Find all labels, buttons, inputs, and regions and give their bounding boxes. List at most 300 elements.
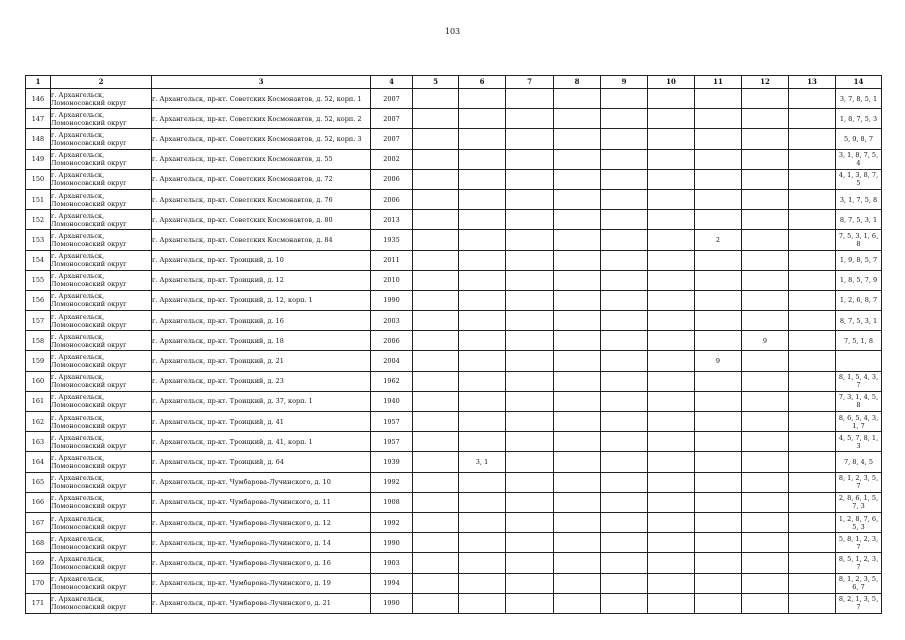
col-13-cell (789, 230, 836, 250)
col-14-cell: 8, 2, 1, 3, 5, 7 (836, 593, 882, 613)
year-cell: 1908 (371, 492, 413, 512)
col-14-cell: 8, 7, 5, 3, 1 (836, 311, 882, 331)
district-cell: г. Архангельск, Ломоносовский округ (51, 512, 152, 532)
col-14-cell: 8, 6, 5, 4, 3, 1, 7 (836, 412, 882, 432)
address-cell: г. Архангельск, пр-кт. Чумбарова-Лучинского, д. 19 (152, 573, 371, 593)
col-13-cell (789, 472, 836, 492)
col-8-cell (554, 553, 601, 573)
col-5-cell (413, 331, 459, 351)
row-number-cell: 155 (26, 270, 51, 290)
district-cell: г. Архангельск, Ломоносовский округ (51, 432, 152, 452)
col-7-cell (506, 412, 554, 432)
year-cell: 1990 (371, 593, 413, 613)
col-14-cell: 3, 1, 8, 7, 5, 4 (836, 149, 882, 169)
row-number-cell: 159 (26, 351, 51, 371)
col-12-cell (742, 512, 789, 532)
year-cell: 1957 (371, 412, 413, 432)
row-number-cell: 151 (26, 189, 51, 209)
col-7-cell (506, 573, 554, 593)
col-10-cell (648, 573, 695, 593)
col-10-cell (648, 432, 695, 452)
district-cell: г. Архангельск, Ломоносовский округ (51, 573, 152, 593)
column-header: 4 (371, 76, 413, 89)
col-7-cell (506, 210, 554, 230)
col-13-cell (789, 89, 836, 109)
col-10-cell (648, 472, 695, 492)
col-8-cell (554, 452, 601, 472)
col-7-cell (506, 270, 554, 290)
col-9-cell (601, 593, 648, 613)
col-10-cell (648, 169, 695, 189)
col-7-cell (506, 472, 554, 492)
col-8-cell (554, 189, 601, 209)
address-cell: г. Архангельск, пр-кт. Советских Космонавтов, д. 52, корп. 2 (152, 109, 371, 129)
col-5-cell (413, 109, 459, 129)
col-7-cell (506, 593, 554, 613)
year-cell: 2006 (371, 189, 413, 209)
table-row (26, 149, 882, 169)
column-header: 5 (413, 76, 459, 89)
col-11-cell (695, 89, 742, 109)
col-9-cell (601, 371, 648, 391)
col-6-cell (459, 391, 506, 411)
column-header: 2 (51, 76, 152, 89)
col-12-cell (742, 311, 789, 331)
address-cell: г. Архангельск, пр-кт. Троицкий, д. 10 (152, 250, 371, 270)
col-14-cell: 4, 1, 3, 8, 7, 5 (836, 169, 882, 189)
col-14-cell: 7, 8, 4, 5 (836, 452, 882, 472)
table-row (26, 331, 882, 351)
address-cell: г. Архангельск, пр-кт. Троицкий, д. 41 (152, 412, 371, 432)
column-header: 13 (789, 76, 836, 89)
col-9-cell (601, 492, 648, 512)
col-12-cell (742, 250, 789, 270)
address-cell: г. Архангельск, пр-кт. Чумбарова-Лучинского, д. 21 (152, 593, 371, 613)
col-9-cell (601, 169, 648, 189)
district-cell: г. Архангельск, Ломоносовский округ (51, 189, 152, 209)
col-7-cell (506, 371, 554, 391)
table-row (26, 452, 882, 472)
year-cell: 2007 (371, 129, 413, 149)
address-cell: г. Архангельск, пр-кт. Советских Космонавтов, д. 72 (152, 169, 371, 189)
col-9-cell (601, 250, 648, 270)
address-cell: г. Архангельск, пр-кт. Советских Космонавтов, д. 52, корп. 1 (152, 89, 371, 109)
row-number-cell: 167 (26, 512, 51, 532)
col-12-cell (742, 533, 789, 553)
col-8-cell (554, 270, 601, 290)
year-cell: 1992 (371, 472, 413, 492)
col-9-cell (601, 553, 648, 573)
col-6-cell (459, 573, 506, 593)
address-cell: г. Архангельск, пр-кт. Советских Космонавтов, д. 80 (152, 210, 371, 230)
col-5-cell (413, 189, 459, 209)
col-10-cell (648, 230, 695, 250)
col-8-cell (554, 573, 601, 593)
col-6-cell (459, 250, 506, 270)
col-6-cell (459, 533, 506, 553)
district-cell: г. Архангельск, Ломоносовский округ (51, 452, 152, 472)
row-number-cell: 152 (26, 210, 51, 230)
col-12-cell (742, 290, 789, 310)
row-number-cell: 161 (26, 391, 51, 411)
col-10-cell (648, 452, 695, 472)
district-cell: г. Архангельск, Ломоносовский округ (51, 553, 152, 573)
row-number-cell: 166 (26, 492, 51, 512)
col-9-cell (601, 270, 648, 290)
col-13-cell (789, 412, 836, 432)
address-cell: г. Архангельск, пр-кт. Чумбарова-Лучинского, д. 12 (152, 512, 371, 532)
year-cell: 2003 (371, 311, 413, 331)
year-cell: 2006 (371, 331, 413, 351)
col-8-cell (554, 412, 601, 432)
table-row (26, 412, 882, 432)
col-8-cell (554, 210, 601, 230)
column-header: 10 (648, 76, 695, 89)
year-cell: 2010 (371, 270, 413, 290)
col-6-cell (459, 472, 506, 492)
column-header: 9 (601, 76, 648, 89)
row-number-cell: 146 (26, 89, 51, 109)
table-row (26, 210, 882, 230)
col-7-cell (506, 331, 554, 351)
col-8-cell (554, 331, 601, 351)
row-number-cell: 149 (26, 149, 51, 169)
col-5-cell (413, 472, 459, 492)
col-10-cell (648, 189, 695, 209)
col-13-cell (789, 169, 836, 189)
col-12-cell (742, 593, 789, 613)
col-12-cell (742, 351, 789, 371)
col-13-cell (789, 432, 836, 452)
col-9-cell (601, 391, 648, 411)
col-6-cell (459, 412, 506, 432)
col-14-cell: 4, 5, 7, 8, 1, 3 (836, 432, 882, 452)
col-9-cell (601, 351, 648, 371)
col-10-cell (648, 391, 695, 411)
table-row (26, 290, 882, 310)
col-8-cell (554, 129, 601, 149)
table-row (26, 169, 882, 189)
district-cell: г. Архангельск, Ломоносовский округ (51, 472, 152, 492)
col-6-cell (459, 230, 506, 250)
year-cell: 1990 (371, 533, 413, 553)
col-14-cell: 3, 7, 8, 5, 1 (836, 89, 882, 109)
address-cell: г. Архангельск, пр-кт. Троицкий, д. 18 (152, 331, 371, 351)
col-13-cell (789, 129, 836, 149)
year-cell: 1990 (371, 290, 413, 310)
table-body (26, 89, 882, 614)
year-cell: 2002 (371, 149, 413, 169)
col-9-cell (601, 311, 648, 331)
col-12-cell (742, 230, 789, 250)
col-11-cell (695, 472, 742, 492)
column-header: 14 (836, 76, 882, 89)
district-cell: г. Архангельск, Ломоносовский округ (51, 250, 152, 270)
row-number-cell: 165 (26, 472, 51, 492)
address-cell: г. Архангельск, пр-кт. Троицкий, д. 21 (152, 351, 371, 371)
col-5-cell (413, 492, 459, 512)
col-8-cell (554, 593, 601, 613)
row-number-cell: 160 (26, 371, 51, 391)
col-11-cell (695, 109, 742, 129)
col-5-cell (413, 250, 459, 270)
col-10-cell (648, 371, 695, 391)
col-14-cell: 7, 5, 3, 1, 6, 8 (836, 230, 882, 250)
col-7-cell (506, 250, 554, 270)
table-row (26, 432, 882, 452)
col-11-cell (695, 593, 742, 613)
col-6-cell (459, 311, 506, 331)
col-11-cell (695, 452, 742, 472)
address-cell: г. Архангельск, пр-кт. Чумбарова-Лучинского, д. 10 (152, 472, 371, 492)
col-14-cell: 5, 9, 8, 7 (836, 129, 882, 149)
col-12-cell (742, 89, 789, 109)
col-6-cell (459, 129, 506, 149)
address-cell: г. Архангельск, пр-кт. Троицкий, д. 12, корп. 1 (152, 290, 371, 310)
col-12-cell (742, 210, 789, 230)
table-row (26, 250, 882, 270)
table-row (26, 89, 882, 109)
col-14-cell: 1, 8, 5, 7, 9 (836, 270, 882, 290)
col-13-cell (789, 189, 836, 209)
col-5-cell (413, 452, 459, 472)
district-cell: г. Архангельск, Ломоносовский округ (51, 230, 152, 250)
col-6-cell (459, 189, 506, 209)
district-cell: г. Архангельск, Ломоносовский округ (51, 492, 152, 512)
district-cell: г. Архангельск, Ломоносовский округ (51, 311, 152, 331)
col-10-cell (648, 331, 695, 351)
col-14-cell: 2, 8, 6, 1, 5, 7, 3 (836, 492, 882, 512)
col-9-cell (601, 452, 648, 472)
row-number-cell: 148 (26, 129, 51, 149)
col-5-cell (413, 573, 459, 593)
col-7-cell (506, 149, 554, 169)
row-number-cell: 168 (26, 533, 51, 553)
col-14-cell: 1, 9, 8, 5, 7 (836, 250, 882, 270)
year-cell: 2004 (371, 351, 413, 371)
col-14-cell: 8, 1, 5, 4, 3, 7 (836, 371, 882, 391)
col-8-cell (554, 391, 601, 411)
table-row (26, 391, 882, 411)
col-11-cell: 2 (695, 230, 742, 250)
col-14-cell: 8, 1, 2, 3, 5, 6, 7 (836, 573, 882, 593)
col-6-cell (459, 371, 506, 391)
col-12-cell (742, 169, 789, 189)
col-9-cell (601, 512, 648, 532)
col-11-cell (695, 391, 742, 411)
col-5-cell (413, 533, 459, 553)
col-10-cell (648, 492, 695, 512)
col-10-cell (648, 270, 695, 290)
col-8-cell (554, 492, 601, 512)
district-cell: г. Архангельск, Ломоносовский округ (51, 593, 152, 613)
col-7-cell (506, 452, 554, 472)
col-14-cell: 1, 2, 8, 7, 6, 5, 3 (836, 512, 882, 532)
col-11-cell: 9 (695, 351, 742, 371)
address-cell: г. Архангельск, пр-кт. Троицкий, д. 23 (152, 371, 371, 391)
col-8-cell (554, 89, 601, 109)
col-8-cell (554, 169, 601, 189)
district-cell: г. Архангельск, Ломоносовский округ (51, 371, 152, 391)
col-5-cell (413, 311, 459, 331)
col-7-cell (506, 89, 554, 109)
col-11-cell (695, 432, 742, 452)
col-6-cell (459, 89, 506, 109)
buildings-table (25, 75, 882, 614)
col-5-cell (413, 149, 459, 169)
address-cell: г. Архангельск, пр-кт. Советских Космонавтов, д. 52, корп. 3 (152, 129, 371, 149)
col-6-cell (459, 593, 506, 613)
col-6-cell (459, 109, 506, 129)
col-13-cell (789, 331, 836, 351)
year-cell: 1957 (371, 432, 413, 452)
col-12-cell: 9 (742, 331, 789, 351)
col-5-cell (413, 512, 459, 532)
col-11-cell (695, 189, 742, 209)
col-6-cell (459, 270, 506, 290)
col-6-cell (459, 169, 506, 189)
col-11-cell (695, 169, 742, 189)
district-cell: г. Архангельск, Ломоносовский округ (51, 129, 152, 149)
address-cell: г. Архангельск, пр-кт. Советских Космонавтов, д. 55 (152, 149, 371, 169)
col-5-cell (413, 371, 459, 391)
col-13-cell (789, 573, 836, 593)
row-number-cell: 164 (26, 452, 51, 472)
col-12-cell (742, 412, 789, 432)
col-10-cell (648, 89, 695, 109)
year-cell: 1940 (371, 391, 413, 411)
district-cell: г. Архангельск, Ломоносовский округ (51, 351, 152, 371)
col-5-cell (413, 169, 459, 189)
col-10-cell (648, 553, 695, 573)
col-12-cell (742, 492, 789, 512)
col-6-cell (459, 432, 506, 452)
col-13-cell (789, 290, 836, 310)
col-11-cell (695, 331, 742, 351)
col-7-cell (506, 492, 554, 512)
col-10-cell (648, 149, 695, 169)
district-cell: г. Архангельск, Ломоносовский округ (51, 533, 152, 553)
column-header: 3 (152, 76, 371, 89)
col-11-cell (695, 290, 742, 310)
col-5-cell (413, 351, 459, 371)
col-10-cell (648, 210, 695, 230)
row-number-cell: 158 (26, 331, 51, 351)
col-14-cell: 7, 3, 1, 4, 5, 8 (836, 391, 882, 411)
col-10-cell (648, 512, 695, 532)
table-row (26, 311, 882, 331)
col-11-cell (695, 412, 742, 432)
col-9-cell (601, 89, 648, 109)
col-6-cell (459, 553, 506, 573)
row-number-cell: 156 (26, 290, 51, 310)
col-13-cell (789, 109, 836, 129)
col-9-cell (601, 189, 648, 209)
col-7-cell (506, 109, 554, 129)
column-header: 11 (695, 76, 742, 89)
col-13-cell (789, 391, 836, 411)
row-number-cell: 153 (26, 230, 51, 250)
col-10-cell (648, 593, 695, 613)
year-cell: 2007 (371, 109, 413, 129)
col-13-cell (789, 593, 836, 613)
col-12-cell (742, 472, 789, 492)
col-10-cell (648, 109, 695, 129)
col-14-cell: 8, 7, 5, 3, 1 (836, 210, 882, 230)
col-9-cell (601, 230, 648, 250)
col-9-cell (601, 149, 648, 169)
table-row (26, 270, 882, 290)
col-5-cell (413, 553, 459, 573)
col-8-cell (554, 512, 601, 532)
col-12-cell (742, 270, 789, 290)
col-12-cell (742, 573, 789, 593)
col-10-cell (648, 250, 695, 270)
col-9-cell (601, 290, 648, 310)
col-8-cell (554, 351, 601, 371)
col-12-cell (742, 129, 789, 149)
col-6-cell (459, 512, 506, 532)
col-9-cell (601, 109, 648, 129)
col-5-cell (413, 593, 459, 613)
col-6-cell (459, 149, 506, 169)
year-cell: 1935 (371, 230, 413, 250)
col-8-cell (554, 290, 601, 310)
row-number-cell: 147 (26, 109, 51, 129)
col-12-cell (742, 391, 789, 411)
col-8-cell (554, 311, 601, 331)
col-8-cell (554, 109, 601, 129)
district-cell: г. Архангельск, Ломоносовский округ (51, 109, 152, 129)
col-14-cell: 8, 5, 1, 2, 3, 7 (836, 553, 882, 573)
col-13-cell (789, 452, 836, 472)
col-7-cell (506, 432, 554, 452)
col-11-cell (695, 371, 742, 391)
year-cell: 2011 (371, 250, 413, 270)
table-row (26, 533, 882, 553)
col-7-cell (506, 391, 554, 411)
col-9-cell (601, 210, 648, 230)
row-number-cell: 154 (26, 250, 51, 270)
address-cell: г. Архангельск, пр-кт. Троицкий, д. 64 (152, 452, 371, 472)
col-5-cell (413, 210, 459, 230)
col-8-cell (554, 432, 601, 452)
col-12-cell (742, 432, 789, 452)
district-cell: г. Архангельск, Ломоносовский округ (51, 89, 152, 109)
year-cell: 2013 (371, 210, 413, 230)
col-7-cell (506, 533, 554, 553)
table-row (26, 492, 882, 512)
col-12-cell (742, 553, 789, 573)
col-5-cell (413, 290, 459, 310)
header-row (26, 76, 882, 89)
col-10-cell (648, 351, 695, 371)
row-number-cell: 163 (26, 432, 51, 452)
col-6-cell (459, 331, 506, 351)
page-number: 103 (444, 27, 461, 36)
table-row (26, 472, 882, 492)
address-cell: г. Архангельск, пр-кт. Троицкий, д. 12 (152, 270, 371, 290)
col-11-cell (695, 270, 742, 290)
table-row (26, 109, 882, 129)
address-cell: г. Архангельск, пр-кт. Советских Космонавтов, д. 76 (152, 189, 371, 209)
col-11-cell (695, 210, 742, 230)
address-cell: г. Архангельск, пр-кт. Троицкий, д. 37, корп. 1 (152, 391, 371, 411)
address-cell: г. Архангельск, пр-кт. Советских Космонавтов, д. 84 (152, 230, 371, 250)
col-7-cell (506, 290, 554, 310)
col-12-cell (742, 452, 789, 472)
address-cell: г. Архангельск, пр-кт. Чумбарова-Лучинского, д. 14 (152, 533, 371, 553)
